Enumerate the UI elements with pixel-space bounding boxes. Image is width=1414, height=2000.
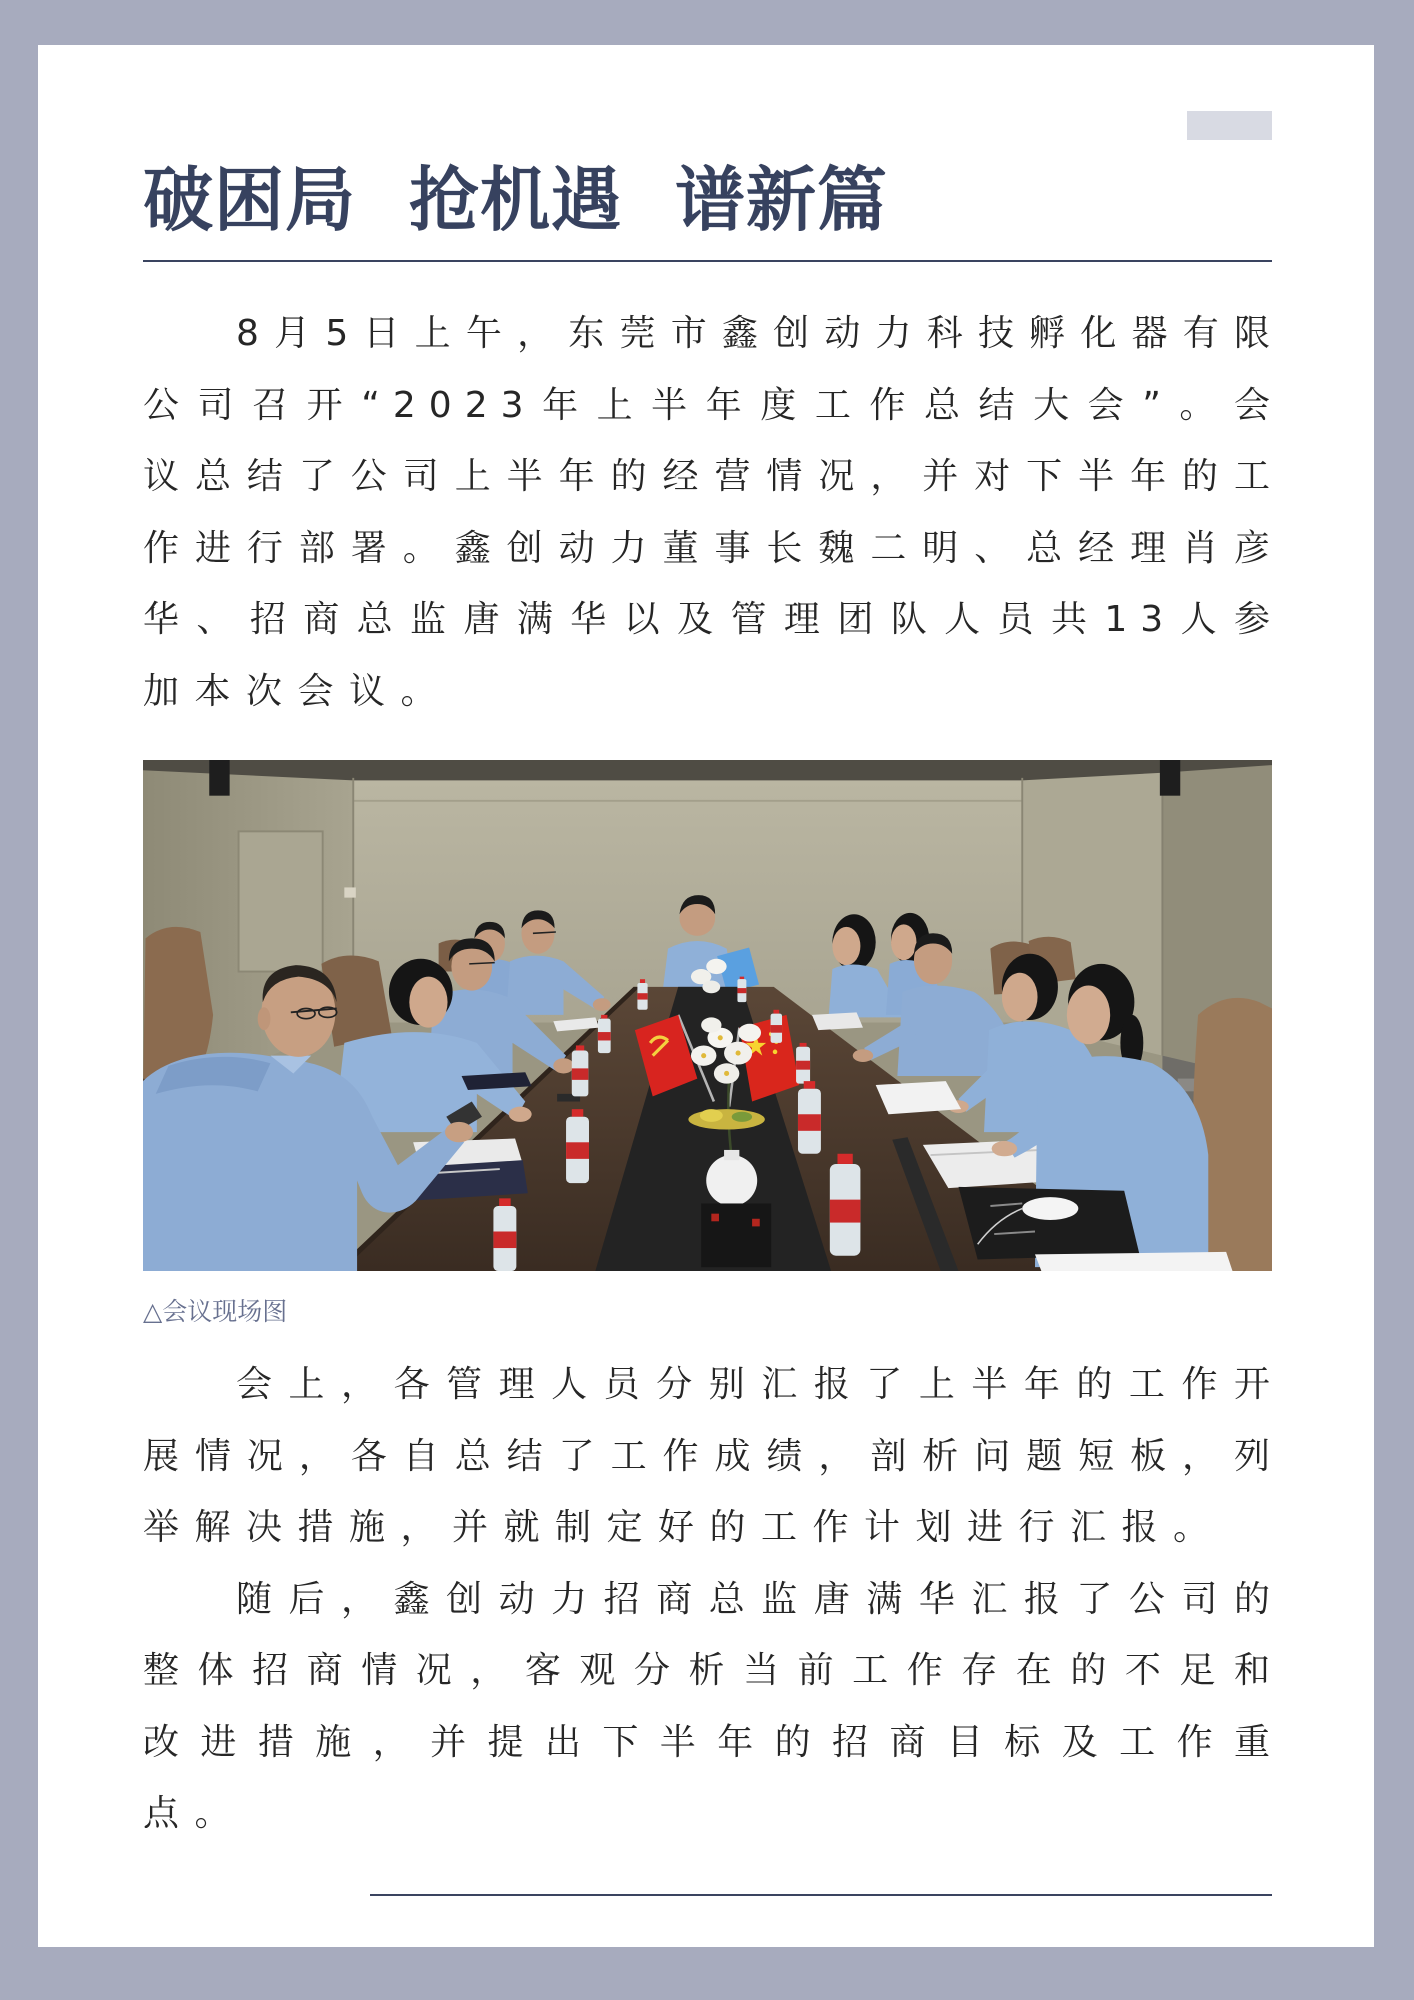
paragraph-line: 举解决措施，并就制定好的工作计划进行汇报。 [143,1507,1225,1548]
paragraph-line: 展情况，各自总结了工作成绩，剖析问题短板，列 [143,1435,1283,1477]
bottle [830,1154,861,1256]
paragraph-line: 会上，各管理人员分别汇报了上半年的工作开 [236,1364,1283,1405]
bottle [493,1198,516,1271]
paragraph-line: 议总结了公司上半年的经营情况，并对下半年的工 [143,456,1283,497]
mouse-pad [959,1187,1140,1260]
title-part-2: 抢机遇 [409,159,622,241]
bottle [796,1043,810,1084]
bottle [598,1015,611,1053]
bottle [771,1010,782,1043]
meeting-photo-drawing [143,760,1272,1271]
fruit-plate [688,1109,764,1129]
bottle [637,979,647,1010]
paragraph-line: 点。 [143,1793,247,1834]
bottle [572,1045,589,1096]
intro-paragraph [143,298,1283,727]
title-divider [143,260,1272,262]
paragraph-line: 华、招商总监唐满华以及管理团队人员共13人参 [143,599,1283,640]
meeting-photo [143,760,1272,1271]
paragraph-line: 8月5日上午，东莞市鑫创动力科技孵化器有限 [236,313,1283,354]
photo-caption: △会议现场图 [143,1297,288,1326]
paragraph-line: 加本次会议。 [143,670,453,712]
bottle [737,977,746,1002]
paragraph-line: 改进措施，并提出下半年的招商目标及工作重 [143,1721,1283,1763]
page-title [143,158,888,242]
paragraph-line: 整体招商情况，客观分析当前工作存在的不足和 [143,1650,1283,1691]
body-paragraphs [143,1349,1283,1850]
footer-divider [370,1894,1272,1896]
paragraph-line: 随后，鑫创动力招商总监唐满华汇报了公司的 [236,1578,1283,1620]
bottle [566,1109,589,1183]
bottle [798,1081,821,1154]
title-part-3: 谱新篇 [675,159,888,241]
paragraph-line: 作进行部署。鑫创动力董事长魏二明、总经理肖彦 [143,527,1283,569]
title-part-1: 破困局 [143,159,356,241]
paragraph-line: 公司召开“2023年上半年度工作总结大会”。会 [143,384,1283,426]
corner-tab-decoration [1187,111,1272,140]
